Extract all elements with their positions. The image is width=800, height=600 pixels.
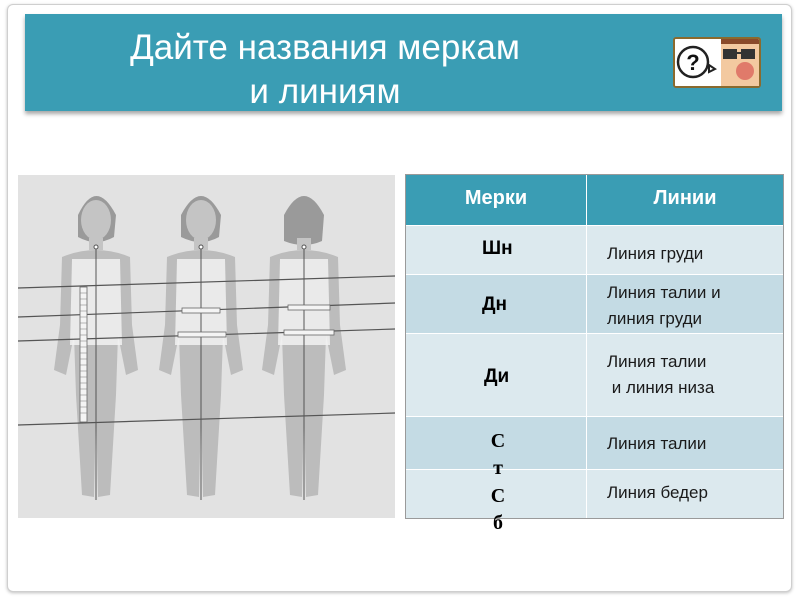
measure-label-sb: С б bbox=[490, 485, 506, 534]
slide-title bbox=[25, 26, 625, 114]
table-row bbox=[406, 417, 783, 470]
measure-label: Дн bbox=[482, 294, 508, 315]
header-measures: Мерки bbox=[406, 175, 587, 225]
table-row bbox=[406, 226, 783, 275]
table-header bbox=[406, 175, 783, 227]
line-label: Линия талии bbox=[607, 434, 707, 453]
table-row bbox=[406, 470, 783, 518]
question-glasses-icon bbox=[673, 37, 761, 88]
measure-label: Шн bbox=[482, 238, 513, 259]
header-lines: Линии bbox=[653, 187, 717, 209]
line-label: Линия груди bbox=[607, 244, 704, 263]
table-row bbox=[406, 275, 783, 334]
title-line-2: и линиям bbox=[249, 72, 401, 111]
title-line-1: Дайте названия меркам bbox=[130, 28, 520, 67]
measure-label: Ди bbox=[484, 366, 510, 387]
line-label: Линия талии и линия груди bbox=[607, 283, 721, 328]
measure-label-st: С т bbox=[490, 430, 506, 479]
svg-text:?: ? bbox=[686, 50, 700, 75]
title-bar bbox=[25, 14, 782, 111]
line-label: Линия бедер bbox=[607, 483, 708, 502]
line-label: Линия талии и линия низа bbox=[607, 352, 715, 397]
body-measurement-figures bbox=[18, 175, 395, 518]
measurements-table bbox=[405, 174, 784, 519]
table-row bbox=[406, 334, 783, 417]
